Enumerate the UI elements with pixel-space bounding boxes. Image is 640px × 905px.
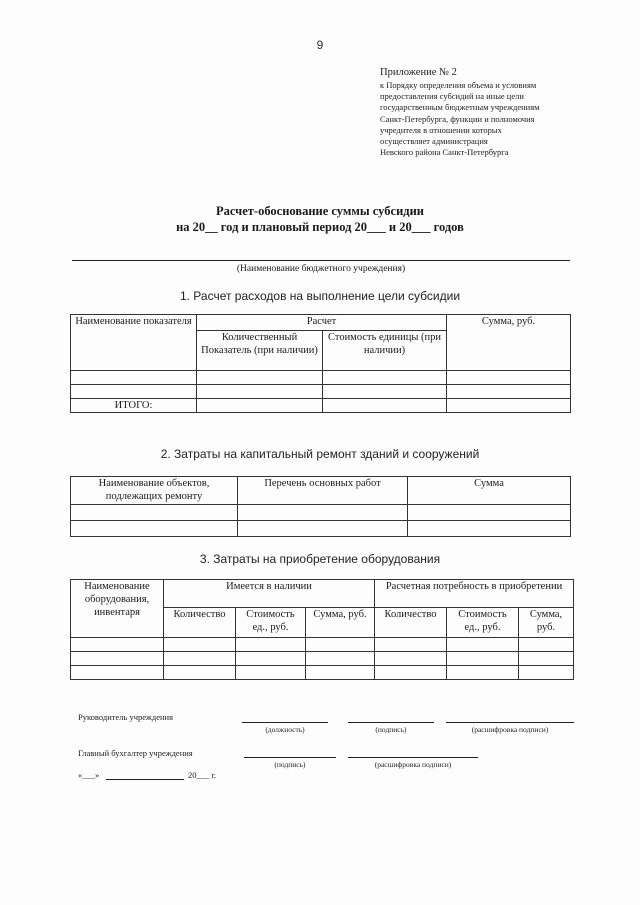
accountant-label: Главный бухгалтер учреждения	[78, 748, 193, 758]
head-name-line[interactable]	[446, 722, 574, 723]
table-row	[71, 371, 571, 385]
col-equipment-header: Наименование оборудования, инвентаря	[71, 580, 164, 638]
table-row	[71, 385, 571, 399]
col-unit-cost-header: Стоимость единицы (при наличии)	[323, 331, 447, 371]
accountant-signature-line[interactable]	[244, 757, 336, 758]
date-year: 20___ г.	[188, 770, 217, 780]
sub-sum-header: Сумма, руб.	[519, 608, 574, 638]
col-sum-header: Сумма, руб.	[447, 315, 571, 371]
table-row	[71, 638, 574, 652]
accountant-name-line[interactable]	[348, 757, 478, 758]
date-day: «___»	[78, 770, 100, 780]
table-row	[71, 399, 571, 413]
sub-unit-cost-header: Стоимость ед., руб.	[236, 608, 306, 638]
col-calc-header: Расчет	[197, 315, 447, 331]
head-position-line[interactable]	[242, 722, 328, 723]
appendix-line: к Порядку определения объема и условиям	[380, 80, 537, 90]
col-works-header: Перечень основных работ	[238, 477, 408, 505]
col-indicator-header: Наименование показателя	[71, 315, 197, 371]
section1-heading: 1. Расчет расходов на выполнение цели субсидии	[179, 289, 461, 303]
col-sum-header: Сумма	[408, 477, 571, 505]
total-label: ИТОГО:	[71, 399, 197, 413]
head-name-caption: (расшифровка подписи)	[471, 725, 549, 734]
col-objects-header: Наименование объектов, подлежащих ремонту	[71, 477, 238, 505]
accountant-signature-caption: (подпись)	[274, 760, 306, 769]
sub-sum-header: Сумма, руб.	[306, 608, 375, 638]
section2-table	[70, 476, 571, 537]
head-signature-caption: (подпись)	[375, 725, 407, 734]
table-row	[71, 505, 571, 521]
institution-name-line	[72, 260, 570, 261]
document-title-line: Расчет-обоснование суммы субсидии	[215, 204, 424, 218]
col-available-header: Имеется в наличии	[164, 580, 375, 608]
appendix-line: предоставления субсидий на иные цели	[380, 91, 524, 102]
appendix-line: осуществляет администрация	[380, 136, 488, 147]
sub-quantity-header: Количество	[375, 608, 447, 638]
appendix-line: Невского района Санкт-Петербурга	[380, 147, 509, 158]
table-row	[71, 521, 571, 537]
date-month-line[interactable]	[106, 779, 184, 780]
accountant-name-caption: (расшифровка подписи)	[374, 760, 452, 769]
appendix-block	[380, 66, 590, 158]
section2-heading: 2. Затраты на капитальный ремонт зданий и сооружений	[160, 447, 480, 461]
appendix-line: государственным бюджетным учреждениям	[380, 102, 540, 113]
sub-unit-cost-header: Стоимость ед., руб.	[447, 608, 519, 638]
appendix-line: Санкт-Петербурга, функции и полномочия	[380, 113, 535, 124]
appendix-title: Приложение № 2	[380, 67, 457, 78]
document-title-line: на 20__ год и плановый период 20___ и 20___ годов	[176, 220, 464, 234]
head-label: Руководитель учреждения	[78, 712, 174, 722]
section1-table	[70, 314, 571, 413]
sub-quantity-header: Количество	[164, 608, 236, 638]
table-row	[71, 666, 574, 680]
table-row	[71, 652, 574, 666]
document-title	[80, 203, 560, 235]
col-quantity-header: Количественный Показатель (при наличии)	[197, 331, 323, 371]
col-need-header: Расчетная потребность в приобретении	[375, 580, 574, 608]
section3-heading: 3. Затраты на приобретение оборудования	[199, 552, 441, 566]
head-signature-line[interactable]	[348, 722, 434, 723]
head-position-caption: (должность)	[265, 725, 305, 734]
page-number: 9	[316, 38, 324, 52]
appendix-line: учредителя в отношении которых	[380, 124, 502, 135]
institution-caption: (Наименование бюджетного учреждения)	[236, 264, 406, 274]
section3-table	[70, 579, 574, 680]
